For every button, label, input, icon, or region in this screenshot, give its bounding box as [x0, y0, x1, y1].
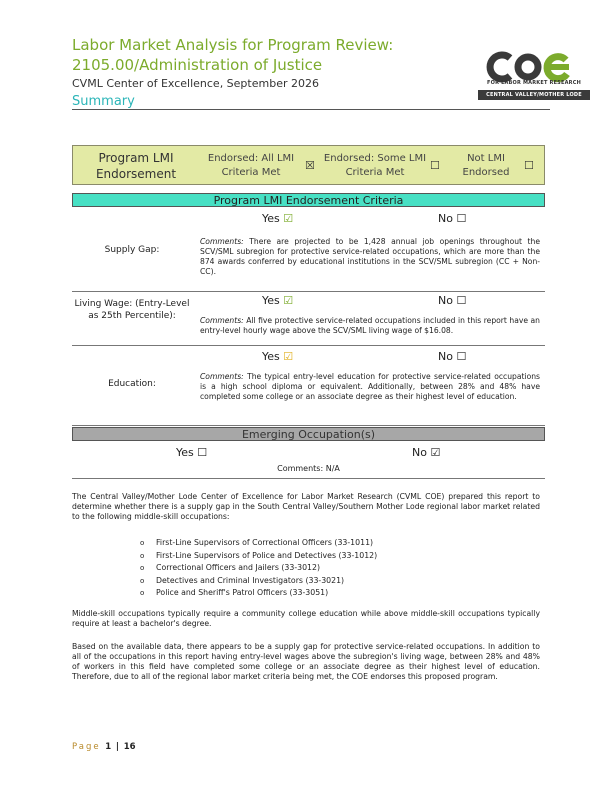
criteria-body — [200, 350, 540, 424]
no-option: No ☐ — [438, 294, 467, 307]
yes-checkbox[interactable]: ☑ — [283, 294, 294, 307]
emerging-no-checkbox[interactable]: ☑ — [430, 446, 441, 459]
option-all-met-checkbox[interactable]: ☒ — [305, 159, 315, 172]
report-title-line1: Labor Market Analysis for Program Review: — [72, 36, 394, 54]
emerging-yes-checkbox[interactable]: ☐ — [197, 446, 208, 459]
option-not-endorsed: Not LMI Endorsed — [462, 153, 510, 178]
criteria-row-education — [72, 346, 545, 426]
no-option: No ☐ — [438, 212, 467, 225]
endorsement-panel — [72, 145, 545, 185]
list-item: o First-Line Supervisors of Police and Detectives (33-1012) — [140, 550, 377, 563]
criteria-label: Education: — [108, 379, 156, 389]
yes-checkbox[interactable]: ☑ — [283, 212, 294, 225]
logo-tagline: FOR LABOR MARKET RESEARCH — [487, 80, 581, 86]
option-all-met: Endorsed: All LMI Criteria Met — [207, 153, 295, 178]
yes-option: Yes ☑ — [262, 294, 294, 307]
intro-paragraph: The Central Valley/Mother Lode Center of Excellence for Labor Market Research (CVML COE) prepared this report to determine whether there is a supply gap in the South Central Valley/Southern Mother Lode regional labor market related to the following middle-skill occupations: — [72, 492, 540, 521]
middle-skill-paragraph: Middle-skill occupations typically require a community college education while above middle-skill occupations typically require at least a bachelor's degree. — [72, 609, 540, 628]
emerging-no-option: No ☑ — [412, 446, 441, 459]
conclusion-paragraph: Based on the available data, there appears to be a supply gap for protective service-related occupations. In addition to all of the occupations in this report having entry-level wages above the subregion's living wage, between 28% and 48% of workers in this field have completed some college or an associate degree as their highest level of education. Therefore, due to all of the regional labor market criteria being met, the COE endorses this proposed program. — [72, 642, 540, 681]
criteria-comment: Comments: There are projected to be 1,428 annual job openings throughout the SCV/SML subregion for protective service-related occupations, which are more than the 874 awards conferred by educational institutions in the SCV/SML subregion (CC + Non-CC). — [200, 237, 540, 276]
emerging-row — [72, 441, 545, 479]
emerging-yes-option: Yes ☐ — [176, 446, 208, 459]
option-not-endorsed-checkbox[interactable]: ☐ — [524, 159, 534, 172]
criteria-label: Supply Gap: — [104, 245, 160, 255]
yes-checkbox[interactable]: ☑ — [283, 350, 294, 363]
criteria-body — [200, 212, 540, 290]
criteria-comment: Comments: The typical entry-level education for protective service-related occupations is a high school diploma or equivalent. Additionally, between 28% and 48% have completed some college or an associate degree as their highest level of education. — [200, 372, 540, 401]
criteria-comment: Comments: All five protective service-related occupations included in this report have an entry-level hourly wage above the SCV/SML living wage of $16.08. — [200, 316, 540, 335]
emerging-comments: Comments: N/A — [277, 464, 340, 473]
no-option: No ☐ — [438, 350, 467, 363]
endorsement-label: Program LMI Endorsement — [95, 151, 177, 181]
criteria-heading: Program LMI Endorsement Criteria — [72, 193, 545, 207]
list-item: o Correctional Officers and Jailers (33-3012) — [140, 562, 377, 575]
criteria-row-supply-gap — [72, 208, 545, 292]
page-footer: Page 1 | 16 — [72, 742, 136, 752]
list-item: o Police and Sheriff's Patrol Officers (33-3051) — [140, 587, 377, 600]
no-checkbox[interactable]: ☐ — [456, 294, 467, 307]
no-checkbox[interactable]: ☐ — [456, 350, 467, 363]
criteria-body — [200, 294, 540, 344]
option-some-met: Endorsed: Some LMI Criteria Met — [323, 153, 427, 178]
emerging-heading: Emerging Occupation(s) — [72, 427, 545, 441]
yes-option: Yes ☑ — [262, 212, 294, 225]
no-checkbox[interactable]: ☐ — [456, 212, 467, 225]
report-subtitle: CVML Center of Excellence, September 2026 — [72, 77, 319, 90]
option-some-met-checkbox[interactable]: ☐ — [430, 159, 440, 172]
section-heading: Summary — [72, 94, 135, 109]
logo-region: CENTRAL VALLEY/MOTHER LODE — [478, 90, 590, 100]
criteria-label: Living Wage: (Entry-Level as 25th Percentile): — [74, 299, 190, 321]
list-item: o First-Line Supervisors of Correctional Officers (33-1011) — [140, 537, 377, 550]
report-title-line2: 2105.00/Administration of Justice — [72, 56, 323, 74]
yes-option: Yes ☑ — [262, 350, 294, 363]
criteria-row-living-wage — [72, 292, 545, 346]
list-item: o Detectives and Criminal Investigators (33-3021) — [140, 575, 377, 588]
occupation-list — [140, 537, 377, 600]
header-divider — [72, 109, 550, 110]
